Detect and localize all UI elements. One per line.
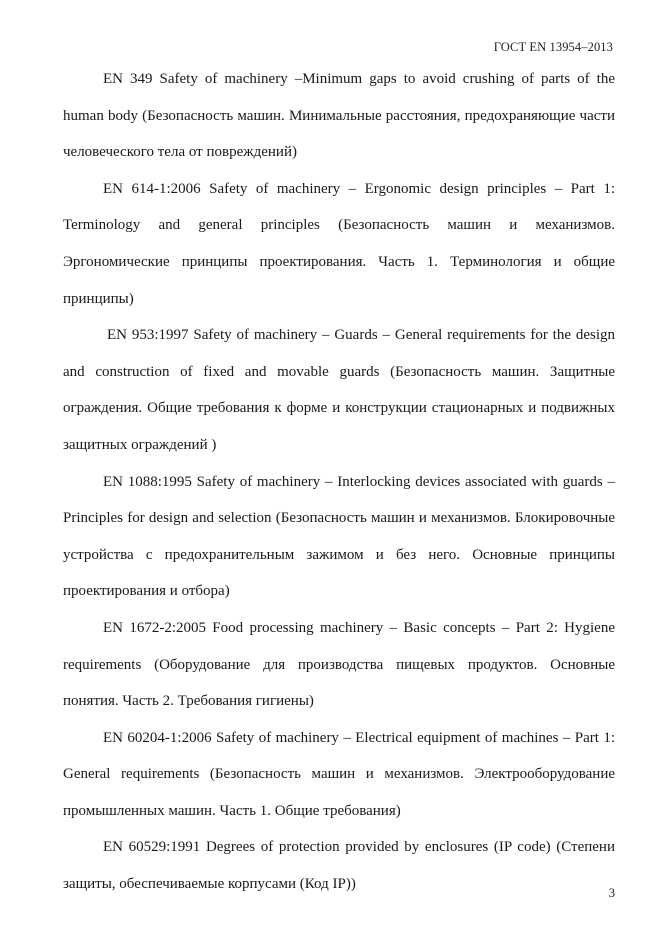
reference-en-1088: EN 1088:1995 Safety of machinery – Interlocking devices associated with guards – Principles for design and selection (Безопасность машин и механизмов. Блокировочные устройства с предохранительным зажимом и без него. Основные принципы проектирования и отбора) (63, 473, 615, 600)
standard-code-header: ГОСТ EN 13954–2013 (493, 40, 613, 54)
reference-en-349: EN 349 Safety of machinery –Minimum gaps to avoid crushing of parts of the human body (Безопасность машин. Минимальные расстояния, предохраняющие части человеческого тела от повреждений) (63, 71, 615, 161)
reference-en-1672-2: EN 1672-2:2005 Food processing machinery – Basic concepts – Part 2: Hygiene requirements (Оборудование для производства пищевых продуктов. Основные понятия. Часть 2. Требования гигиены) (63, 619, 615, 710)
reference-en-614-1: EN 614-1:2006 Safety of machinery – Ergonomic design principles – Part 1: Terminology and general principles (Безопасность машин и механизмов. Эргономические принципы проектирования. Часть 1. Терминология и общие принципы) (63, 180, 615, 307)
reference-en-60529: EN 60529:1991 Degrees of protection provided by enclosures (IP code) (Степени защиты, обеспечиваемые корпусами (Код IP)) (63, 839, 615, 893)
reference-en-60204-1: EN 60204-1:2006 Safety of machinery – Electrical equipment of machines – Part 1: General requirements (Безопасность машин и механизмов. Электрооборудование промышленных машин. Часть 1. Общие требования) (63, 729, 615, 819)
page-number: 3 (608, 886, 615, 900)
reference-en-953: EN 953:1997 Safety of machinery – Guards – General requirements for the design and construction of fixed and movable guards (Безопасность машин. Защитные ограждения. Общие требования к форме и конструкции стационарных и подвижных защитных ограждений ) (63, 327, 615, 453)
normative-references-list (63, 61, 615, 903)
